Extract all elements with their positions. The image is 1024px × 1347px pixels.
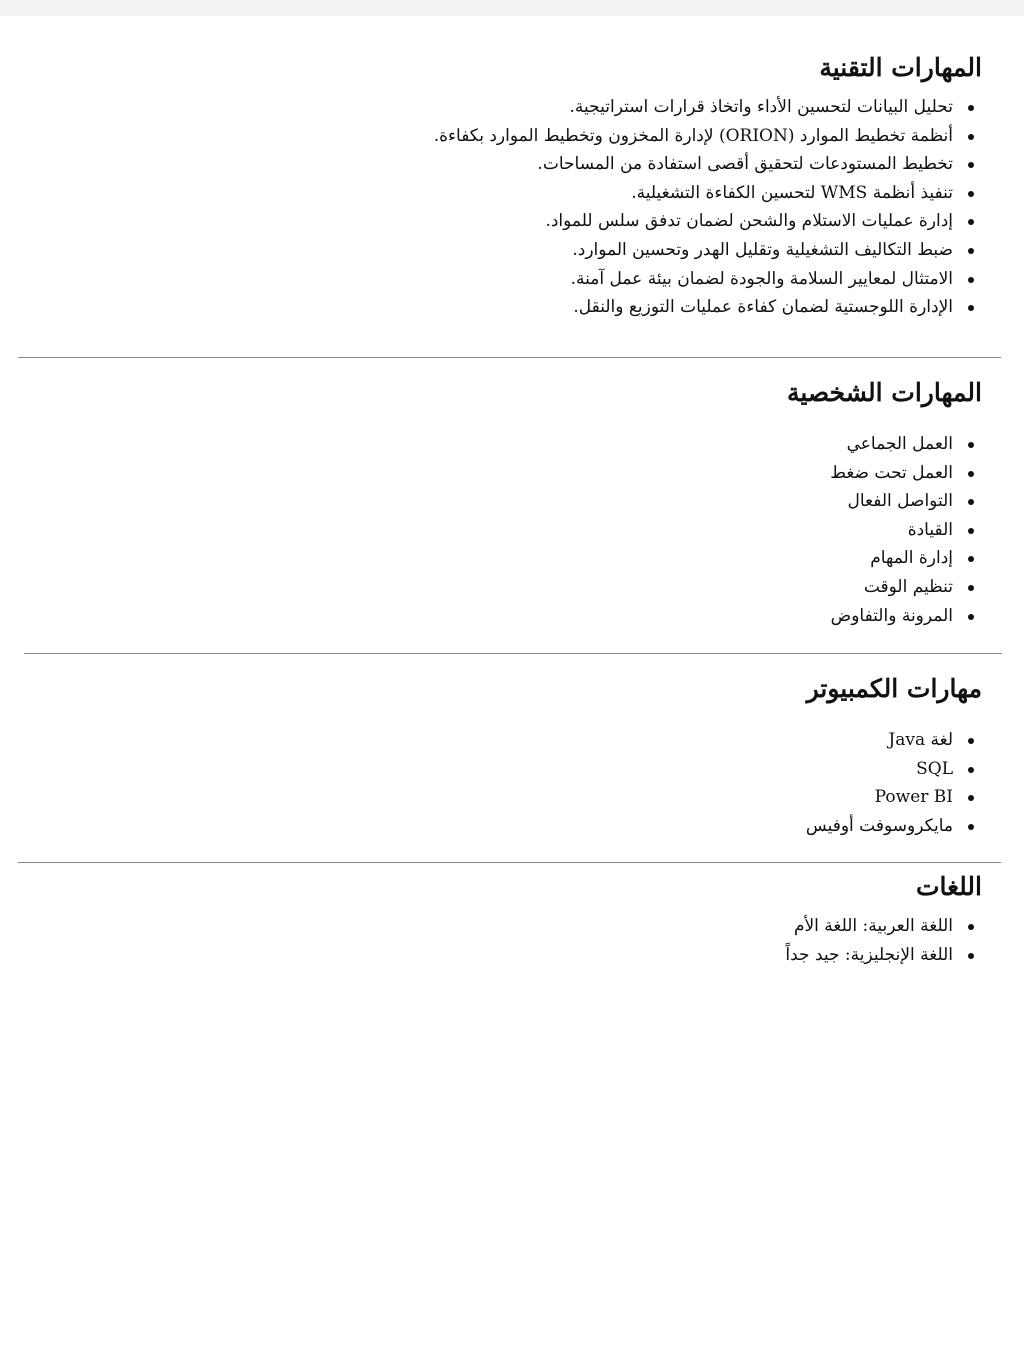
list-item: SQL [22,755,953,784]
list-item: تنظيم الوقت [22,573,953,602]
computer-skills-list [22,726,982,840]
list-item: العمل تحت ضغط [22,459,953,488]
languages-list [22,912,982,969]
list-item: القيادة [22,516,953,545]
section-divider [24,653,1002,654]
list-item: إدارة المهام [22,544,953,573]
personal-skills-section [22,378,982,630]
technical-skills-heading: المهارات التقنية [819,53,982,82]
section-divider [18,862,1001,863]
personal-skills-heading: المهارات الشخصية [786,378,982,407]
list-item: Power BI [22,783,953,812]
list-item: اللغة الإنجليزية: جيد جداً [22,941,953,970]
technical-skills-list [22,93,982,322]
list-item: مايكروسوفت أوفيس [22,812,953,841]
section-divider [18,357,1001,358]
languages-section [22,872,982,969]
computer-skills-heading: مهارات الكمبيوتر [806,674,982,703]
list-item: تحليل البيانات لتحسين الأداء واتخاذ قرارات استراتيجية. [22,93,953,122]
list-item: المرونة والتفاوض [22,602,953,631]
list-item: الإدارة اللوجستية لضمان كفاءة عمليات التوزيع والنقل. [22,293,953,322]
list-item: التواصل الفعال [22,487,953,516]
list-item: تنفيذ أنظمة WMS لتحسين الكفاءة التشغيلية. [22,179,953,208]
list-item: العمل الجماعي [22,430,953,459]
technical-skills-section [22,53,982,322]
list-item: إدارة عمليات الاستلام والشحن لضمان تدفق سلس للمواد. [22,207,953,236]
list-item: تخطيط المستودعات لتحقيق أقصى استفادة من المساحات. [22,150,953,179]
personal-skills-list [22,430,982,630]
list-item: أنظمة تخطيط الموارد (ORION) لإدارة المخزون وتخطيط الموارد بكفاءة. [22,122,953,151]
list-item: ضبط التكاليف التشغيلية وتقليل الهدر وتحسين الموارد. [22,236,953,265]
list-item: لغة Java [22,726,953,755]
languages-heading: اللغات [915,872,982,901]
top-toolbar-strip [0,0,1024,16]
list-item: الامتثال لمعايير السلامة والجودة لضمان بيئة عمل آمنة. [22,265,953,294]
computer-skills-section [22,674,982,840]
list-item: اللغة العربية: اللغة الأم [22,912,953,941]
